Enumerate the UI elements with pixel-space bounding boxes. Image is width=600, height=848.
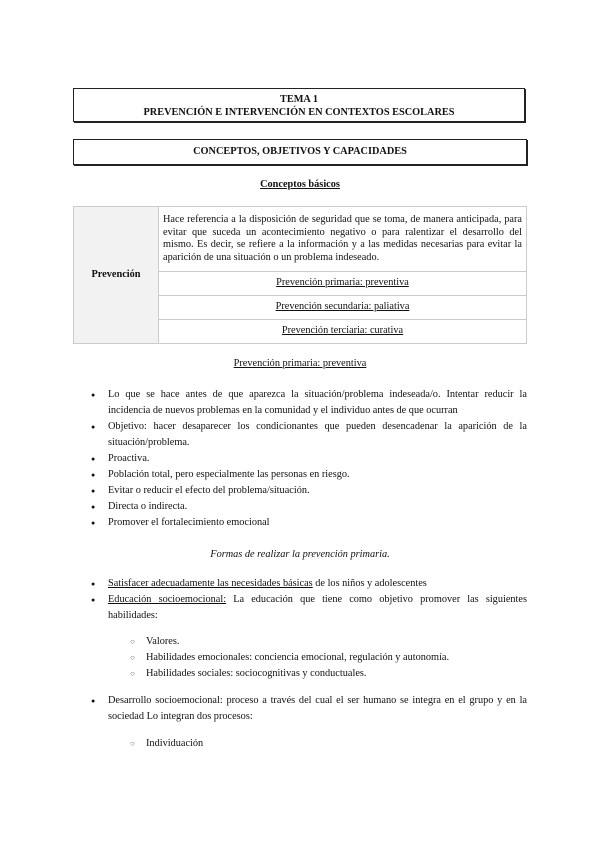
topic-title: PREVENCIÓN E INTERVENCIÓN EN CONTEXTOS ESCOLARES bbox=[143, 107, 455, 118]
primaria-heading: Prevención primaria: preventiva bbox=[233, 358, 367, 369]
item-text: La educación que tiene como objetivo promover las siguientes habilidades: bbox=[108, 594, 528, 621]
underlined-text: Satisfacer adecuadamente las necesidades básicas bbox=[108, 578, 313, 589]
topic-header-box bbox=[73, 88, 525, 122]
sub-list-item: ○ Valores. bbox=[73, 634, 527, 650]
concept-label: Prevención bbox=[74, 207, 159, 344]
list-item: ● Objetivo: hacer desaparecer los condicionantes que pueden desencadenar la aparición de la situación/problema. bbox=[73, 419, 527, 451]
table-row: Prevención secundaria: paliativa bbox=[275, 301, 410, 313]
list-item: ● Directa o indirecta. bbox=[73, 499, 527, 515]
list-item bbox=[73, 576, 527, 592]
list-item: ● Desarrollo socioemocional: proceso a través del cual el ser humano se integra en el grupo y en la sociedad Lo integran dos procesos: bbox=[73, 693, 527, 725]
section-title: CONCEPTOS, OBJETIVOS Y CAPACIDADES bbox=[73, 139, 527, 165]
underlined-text: Educación socioemocional: bbox=[108, 594, 227, 605]
sub-list-item: ○ Habilidades sociales: sociocognitivas y conductuales. bbox=[73, 666, 527, 682]
list-item: ● Lo que se hace antes de que aparezca la situación/problema indeseada/o. Intentar reducir la incidencia de nuevos problemas en la comunidad y el individuo antes de que ocurran bbox=[73, 387, 527, 419]
item-text: de los niños y adolescentes bbox=[312, 578, 427, 589]
list-item: ● Población total, pero especialmente las personas en riesgo. bbox=[73, 467, 527, 483]
sub-list-item: ○ Individuación bbox=[73, 736, 527, 752]
primaria-list bbox=[73, 387, 527, 531]
list-item: ● Promover el fortalecimiento emocional bbox=[73, 515, 527, 531]
list-item: ● Proactiva. bbox=[73, 451, 527, 467]
table-row: Prevención primaria: preventiva bbox=[276, 277, 409, 289]
list-item: ● Evitar o reducir el efecto del problema/situación. bbox=[73, 483, 527, 499]
sub-list-item: ○ Habilidades emocionales: conciencia emocional, regulación y autonomía. bbox=[73, 650, 527, 666]
concept-definition: Hace referencia a la disposición de seguridad que se toma, de manera anticipada, para evitar que suceda un acontecimiento negativo o para ralentizar el desarrollo del mismo. Es decir, se refiere a la información y a las medidas necesarias para evitar la aparición de una situación o un problema indeseado. bbox=[159, 207, 527, 272]
table-row: Prevención terciaria: curativa bbox=[281, 325, 404, 337]
formas-list bbox=[73, 576, 527, 752]
list-item bbox=[73, 592, 527, 624]
topic-number: TEMA 1 bbox=[279, 94, 319, 105]
formas-heading: Formas de realizar la prevención primaria. bbox=[210, 549, 390, 560]
subsection-title: Conceptos básicos bbox=[260, 179, 340, 190]
concept-table bbox=[73, 206, 527, 344]
